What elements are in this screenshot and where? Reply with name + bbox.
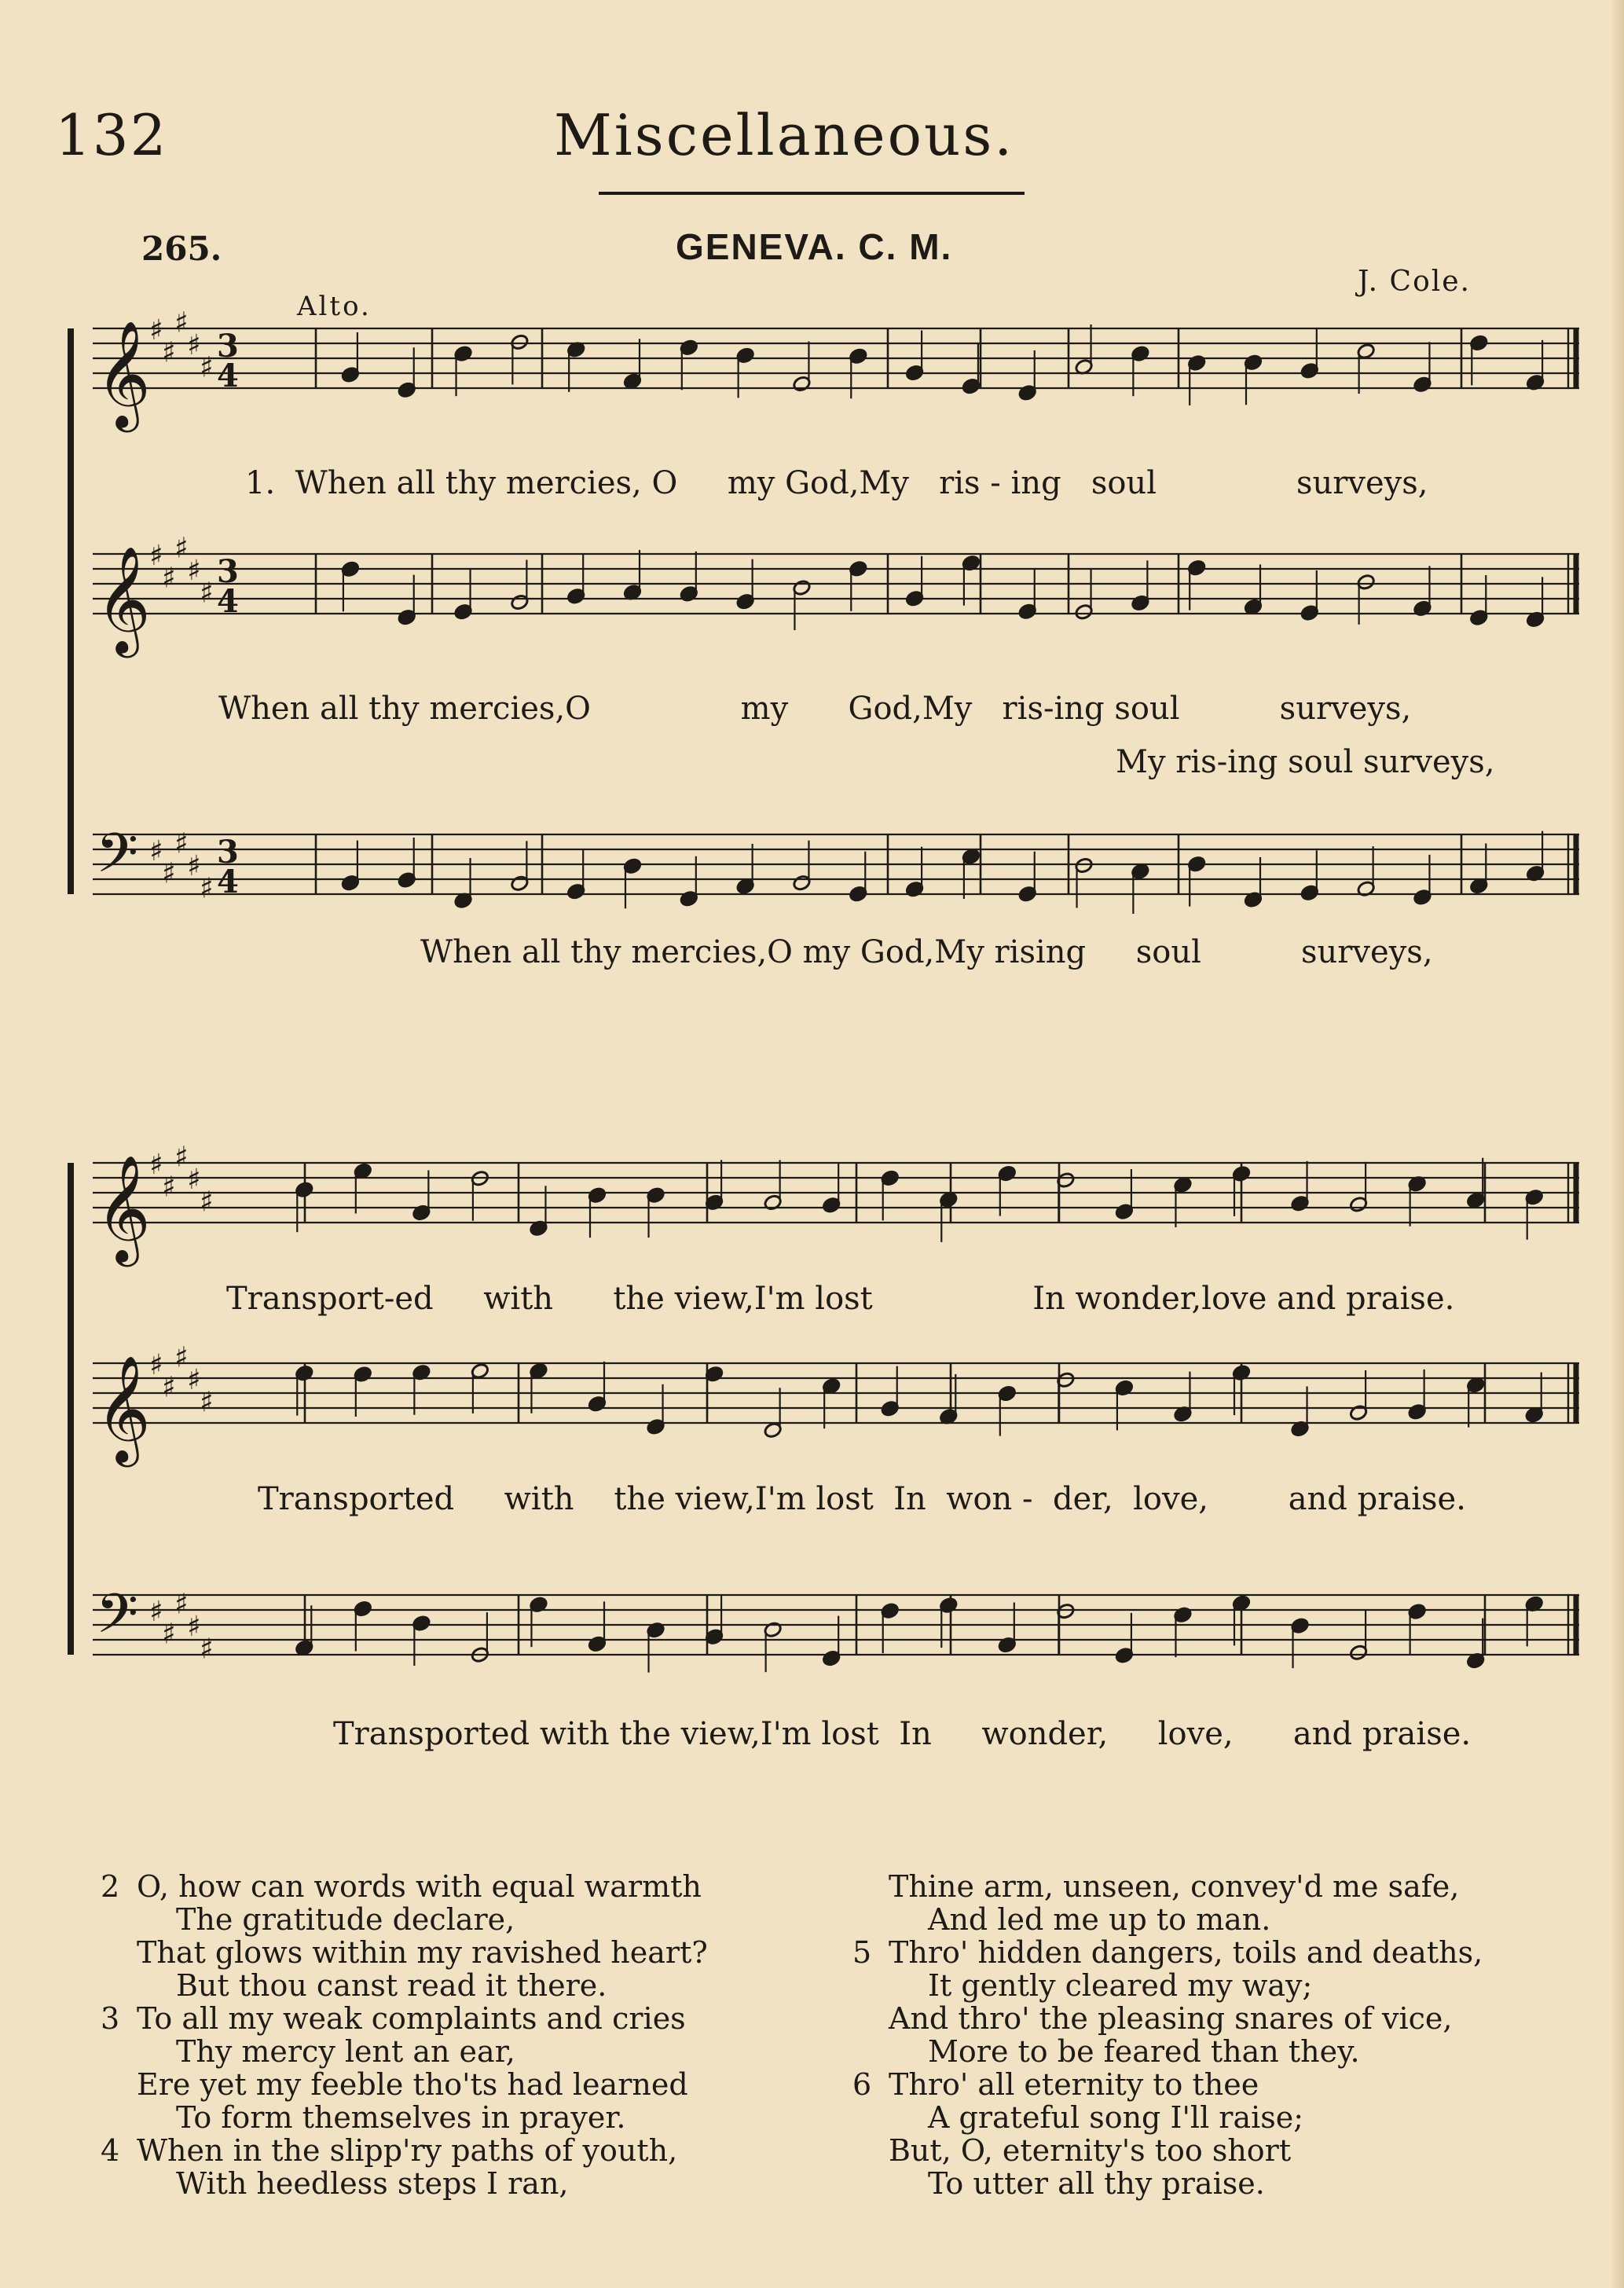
verse-line	[101, 1870, 855, 1903]
verse-text: More to be feared than they.	[928, 2034, 1360, 2069]
verse-line	[852, 1936, 1607, 1969]
verse-text: It gently cleared my way;	[928, 1968, 1313, 2003]
sharp-sign: ♯	[200, 351, 214, 384]
page-number: 132	[55, 102, 168, 168]
verse-line	[101, 1969, 855, 2002]
sharp-sign: ♯	[162, 857, 176, 890]
lyric-system2-staff2: Transported with the view,I'm lost In won - der, love, and praise.	[258, 1481, 1466, 1517]
sharp-sign: ♯	[174, 532, 189, 565]
verse-line	[852, 1870, 1607, 1903]
verse-number: 2	[101, 1869, 120, 1904]
verse-text: To all my weak complaints and cries	[137, 2001, 686, 2036]
verse-text: To utter all thy praise.	[928, 2166, 1265, 2201]
sharp-sign: ♯	[187, 1364, 201, 1396]
sharp-sign: ♯	[149, 1349, 163, 1381]
sharp-sign: ♯	[200, 577, 214, 610]
sharp-sign: ♯	[162, 1171, 176, 1204]
verse-number: 4	[101, 2133, 120, 2168]
verse-text: To form themselves in prayer.	[176, 2100, 626, 2135]
lyric-system1-staff2: When all thy mercies,O my God,My ris-ing soul surveys,	[218, 691, 1412, 727]
verse-text: That glows within my ravished heart?	[137, 1935, 708, 1970]
verse-text: But thou canst read it there.	[176, 1968, 607, 2003]
treble-clef: 𝄞	[96, 319, 151, 427]
sharp-sign: ♯	[174, 1588, 189, 1621]
verse-text: O, how can words with equal warmth	[137, 1869, 702, 1904]
verse-line	[852, 2002, 1607, 2035]
verse-text: The gratitude declare,	[176, 1902, 515, 1937]
verse-number: 5	[852, 1935, 872, 1970]
time-signature-bottom: 4	[217, 583, 239, 620]
bass-clef: 𝄢	[96, 1582, 139, 1659]
verse-text: Thine arm, unseen, convey'd me safe,	[889, 1869, 1460, 1904]
treble-clef: 𝄞	[96, 544, 151, 653]
verse-line	[101, 2035, 855, 2068]
verse-line	[101, 2002, 855, 2035]
sharp-sign: ♯	[200, 1386, 214, 1419]
verse-line	[852, 1969, 1607, 2002]
sharp-sign: ♯	[162, 336, 176, 369]
verse-number: 3	[101, 2001, 120, 2036]
verse-line	[101, 1936, 855, 1969]
sharp-sign: ♯	[149, 1149, 163, 1181]
lyric-system1-alt: My ris-ing soul surveys,	[1116, 744, 1495, 780]
time-signature-bottom: 4	[217, 358, 239, 394]
verse-line	[852, 2167, 1607, 2200]
lyric-system1-staff1: 1. When all thy mercies, O my God,My ris - ing soul surveys,	[245, 465, 1428, 501]
treble-clef: 𝄞	[96, 1153, 151, 1262]
lyric-system2-staff1: Transport-ed with the view,I'm lost In wonder,love and praise.	[226, 1281, 1455, 1317]
section-title: Miscellaneous.	[554, 102, 1015, 168]
sharp-sign: ♯	[174, 1341, 189, 1374]
bass-clef: 𝄢	[96, 821, 139, 898]
verse-line	[101, 1903, 855, 1936]
sharp-sign: ♯	[187, 1611, 201, 1643]
sharp-sign: ♯	[174, 306, 189, 339]
verse-number: 6	[852, 2067, 872, 2102]
sharp-sign: ♯	[149, 835, 163, 867]
sharp-sign: ♯	[200, 872, 214, 905]
verses-left-column	[101, 1870, 855, 2200]
sharp-sign: ♯	[162, 1618, 176, 1651]
verse-text: And led me up to man.	[928, 1902, 1271, 1937]
sharp-sign: ♯	[174, 1141, 189, 1174]
time-signature-bottom: 4	[217, 864, 239, 900]
verse-line	[852, 2101, 1607, 2134]
part-label-alto: Alto.	[297, 291, 372, 322]
lyric-system1-staff3: When all thy mercies,O my God,My rising soul surveys,	[420, 934, 1433, 970]
verse-text: With heedless steps I ran,	[176, 2166, 569, 2201]
sharp-sign: ♯	[200, 1633, 214, 1666]
verse-text: And thro' the pleasing snares of vice,	[889, 2001, 1453, 2036]
verse-text: When in the slipp'ry paths of youth,	[137, 2133, 678, 2168]
sharp-sign: ♯	[162, 1371, 176, 1404]
verse-line	[101, 2101, 855, 2134]
sharp-sign: ♯	[187, 329, 201, 361]
verse-line	[852, 1903, 1607, 1936]
verse-line	[101, 2167, 855, 2200]
verse-text: Thro' hidden dangers, toils and deaths,	[889, 1935, 1483, 1970]
verse-text: Ere yet my feeble tho'ts had learned	[137, 2067, 688, 2102]
treble-clef: 𝄞	[96, 1354, 151, 1462]
composer: J. Cole.	[1358, 266, 1472, 298]
verses-right-column	[852, 1870, 1607, 2200]
verse-text: A grateful song I'll raise;	[928, 2100, 1304, 2135]
sharp-sign: ♯	[200, 1186, 214, 1219]
time-signature-top: 3	[217, 834, 239, 871]
verse-line	[852, 2035, 1607, 2068]
sharp-sign: ♯	[187, 555, 201, 587]
sharp-sign: ♯	[149, 314, 163, 346]
tune-title: GENEVA. C. M.	[676, 226, 953, 267]
hymn-number: 265.	[141, 229, 222, 268]
sharp-sign: ♯	[162, 562, 176, 595]
verse-text: Thy mercy lent an ear,	[176, 2034, 515, 2069]
sharp-sign: ♯	[187, 1164, 201, 1196]
verse-line	[101, 2134, 855, 2167]
time-signature-top: 3	[217, 328, 239, 365]
verse-text: But, O, eternity's too short	[889, 2133, 1292, 2168]
sharp-sign: ♯	[174, 827, 189, 860]
verse-line	[852, 2068, 1607, 2101]
lyric-system2-staff3: Transported with the view,I'm lost In wonder, love, and praise.	[333, 1716, 1472, 1752]
sharp-sign: ♯	[187, 850, 201, 882]
sharp-sign: ♯	[149, 540, 163, 572]
verse-line	[852, 2134, 1607, 2167]
sharp-sign: ♯	[149, 1596, 163, 1628]
verse-text: Thro' all eternity to thee	[889, 2067, 1259, 2102]
verse-line	[101, 2068, 855, 2101]
time-signature-top: 3	[217, 553, 239, 590]
